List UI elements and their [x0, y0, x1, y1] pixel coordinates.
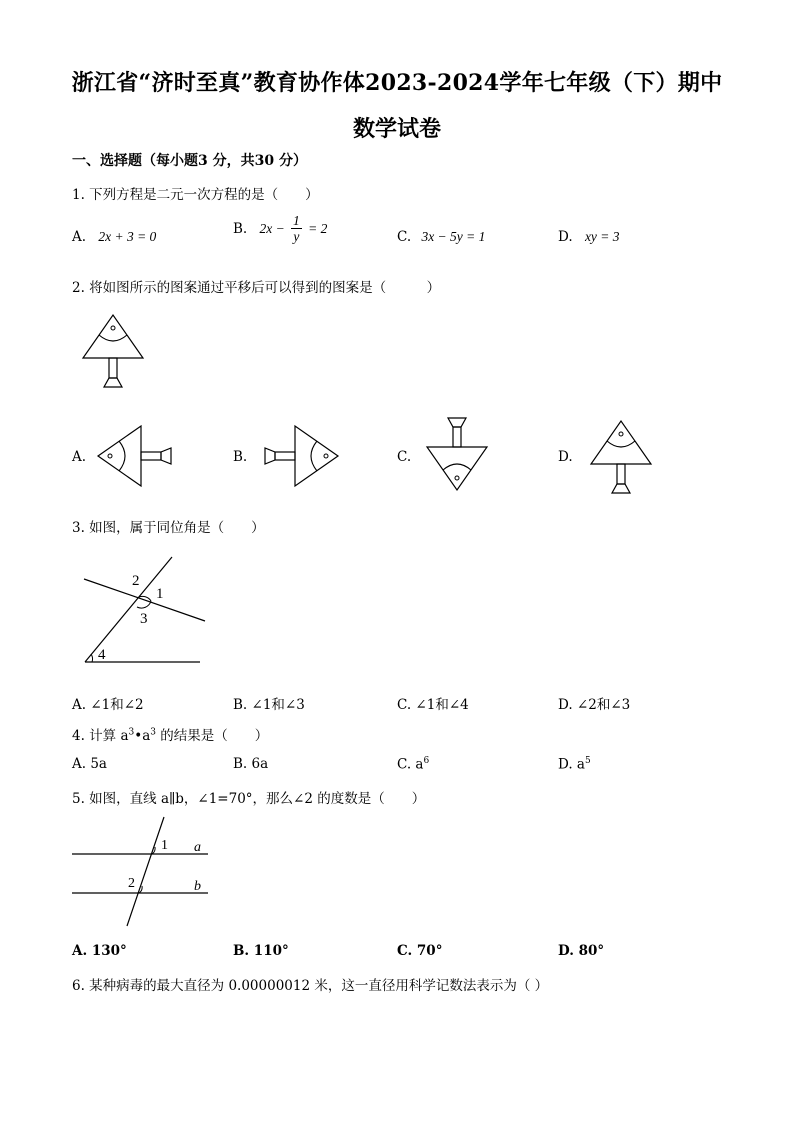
- exponent-1: 3: [128, 727, 135, 738]
- fraction-numerator: 1: [293, 213, 300, 228]
- option-d-base: D. a: [558, 756, 585, 773]
- section-heading-choice: 一、选择题（每小题3 分，共30 分）: [72, 153, 307, 169]
- angle-label-2: 2: [128, 876, 135, 891]
- angle-label-4: 4: [98, 647, 106, 663]
- question-3-stem: 3. 如图，属于同位角是（ ）: [72, 520, 265, 536]
- question-3-option-c[interactable]: C. ∠1和∠4: [397, 697, 469, 713]
- question-4-stem-mid: •a: [134, 728, 151, 744]
- question-3-option-b[interactable]: B. ∠1和∠3: [233, 697, 305, 713]
- question-1-option-d[interactable]: [558, 229, 620, 245]
- option-d-expression: xy = 3: [584, 229, 620, 244]
- exponent-2: 3: [150, 727, 156, 738]
- question-3-option-d[interactable]: D. ∠2和∠3: [558, 697, 631, 713]
- question-5-figure: [72, 815, 212, 930]
- question-5-option-b[interactable]: B. 110°: [233, 943, 289, 959]
- question-5-option-a[interactable]: A. 130°: [72, 943, 127, 959]
- angle-label-3: 3: [140, 611, 148, 627]
- question-5-option-d[interactable]: D. 80°: [558, 943, 605, 959]
- angle-label-1: 1: [161, 838, 168, 853]
- fraction-denominator: y: [293, 229, 300, 244]
- question-3-option-a[interactable]: A. ∠1和∠2: [72, 697, 144, 713]
- option-a-expression: 2x + 3 = 0: [98, 229, 157, 244]
- question-3-figure: [80, 553, 210, 668]
- question-4-option-a[interactable]: A. 5a: [72, 756, 107, 772]
- question-1-option-a[interactable]: [72, 229, 156, 245]
- question-2-option-b[interactable]: B.: [233, 449, 248, 465]
- option-b-expression-pre: 2x −: [259, 221, 285, 236]
- question-4-option-d[interactable]: [558, 756, 591, 773]
- question-2-option-a[interactable]: A.: [72, 449, 87, 465]
- exam-title-line2: 数学试卷: [352, 116, 441, 142]
- question-5-stem: 5. 如图，直线 a∥b，∠1=70°，那么∠2 的度数是（ ）: [72, 791, 426, 807]
- line-label-b: b: [194, 879, 201, 894]
- question-2-original-figure: [78, 313, 148, 391]
- question-2-stem: 2. 将如图所示的图案通过平移后可以得到的图案是（ ）: [72, 280, 441, 296]
- question-4-option-c[interactable]: [397, 756, 429, 773]
- option-d-label: D.: [558, 229, 573, 245]
- question-1-option-b[interactable]: [233, 214, 327, 245]
- option-b-label: B.: [233, 221, 248, 237]
- question-2-option-c-figure[interactable]: [422, 414, 492, 494]
- question-5-option-c[interactable]: C. 70°: [397, 943, 443, 959]
- question-2-option-a-figure[interactable]: [96, 421, 176, 491]
- question-4-option-b[interactable]: B. 6a: [233, 756, 269, 772]
- option-d-exponent: 5: [584, 756, 591, 766]
- angle-label-2: 2: [132, 573, 140, 589]
- question-4-stem: [72, 724, 268, 744]
- option-a-label: A.: [72, 229, 87, 245]
- question-1-stem: 1. 下列方程是二元一次方程的是（ ）: [72, 187, 319, 203]
- question-2-option-d[interactable]: D.: [558, 449, 573, 465]
- question-2-option-d-figure[interactable]: [586, 419, 656, 497]
- option-c-exponent: 6: [423, 756, 430, 766]
- option-b-expression-post: = 2: [308, 221, 328, 236]
- option-b-fraction: [291, 214, 302, 245]
- angle-label-1: 1: [156, 586, 164, 602]
- question-2-option-c[interactable]: C.: [397, 449, 412, 465]
- line-label-a: a: [194, 840, 201, 855]
- option-c-label: C.: [397, 229, 412, 245]
- question-1-option-c[interactable]: [397, 229, 485, 245]
- question-2-option-b-figure[interactable]: [260, 421, 340, 491]
- question-4-stem-post: 的结果是（ ）: [156, 728, 269, 744]
- option-c-expression: 3x − 5y = 1: [421, 229, 486, 244]
- question-6-stem: 6. 某种病毒的最大直径为 0.00000012 米，这一直径用科学记数法表示为（ ）: [72, 978, 549, 994]
- exam-title-line1: 浙江省“济时至真”教育协作体2023-2024学年七年级（下）期中: [71, 70, 723, 96]
- question-4-stem-pre: 4. 计算 a: [72, 728, 129, 744]
- option-c-base: C. a: [397, 756, 424, 773]
